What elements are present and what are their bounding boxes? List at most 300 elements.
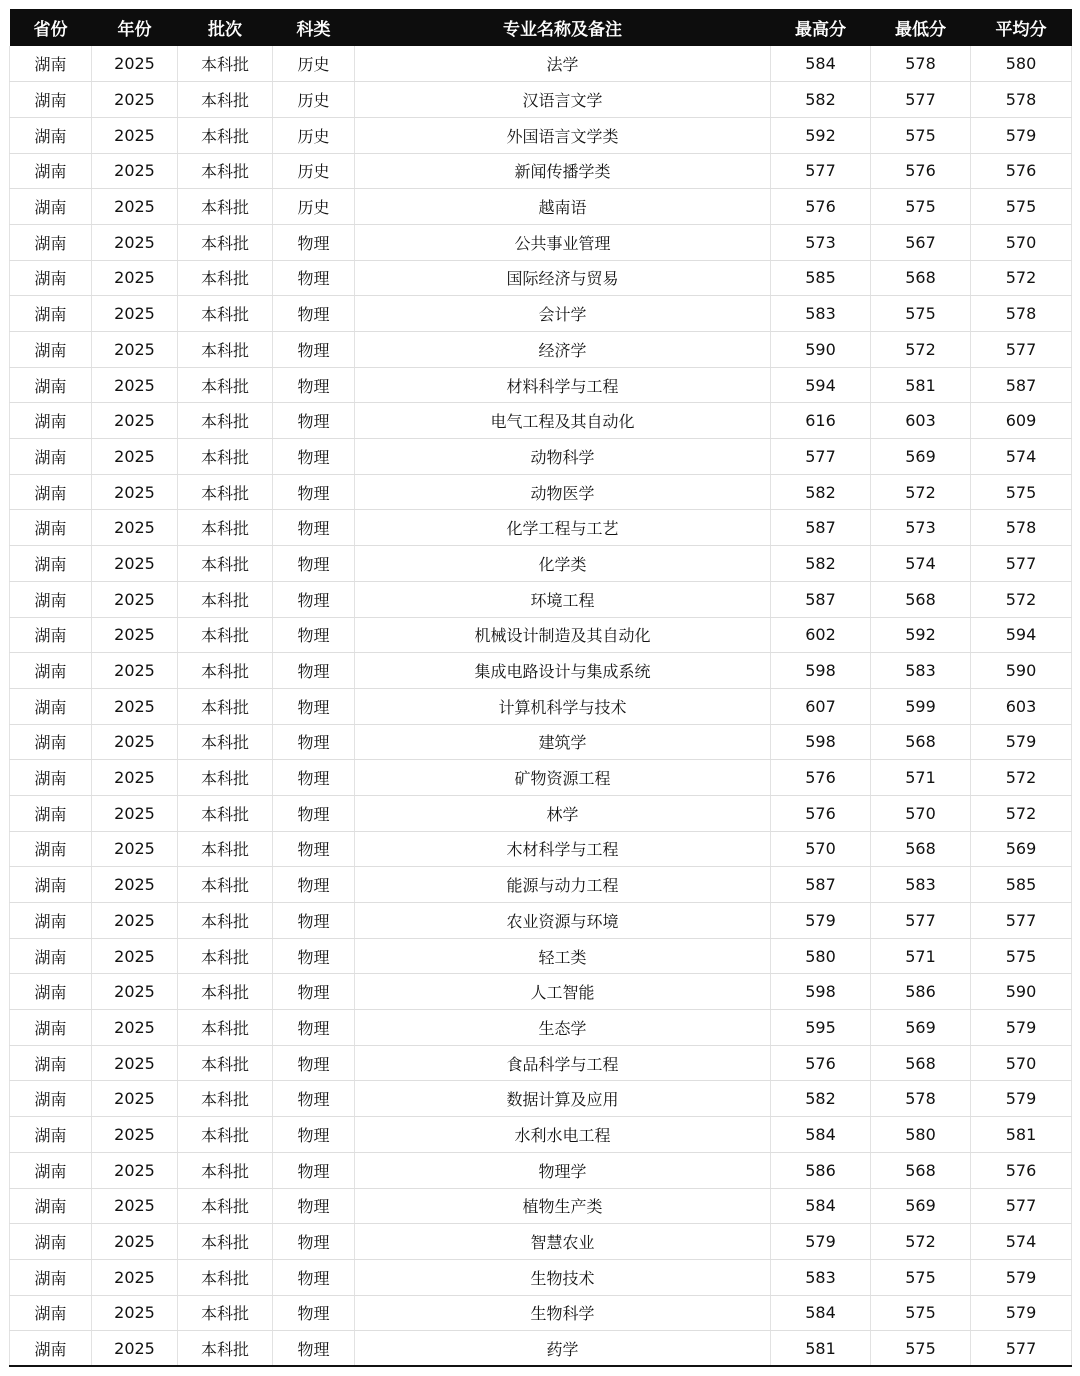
cell-batch: 本科批	[178, 974, 273, 1010]
table-row	[10, 831, 1072, 867]
cell-province: 湖南	[10, 1224, 92, 1260]
cell-avg-score: 577	[971, 903, 1072, 939]
cell-max-score: 576	[771, 189, 871, 225]
cell-batch: 本科批	[178, 1045, 273, 1081]
cell-province: 湖南	[10, 82, 92, 118]
cell-avg-score: 579	[971, 117, 1072, 153]
cell-max-score: 581	[771, 1331, 871, 1367]
cell-min-score: 578	[871, 46, 971, 82]
cell-avg-score: 581	[971, 1117, 1072, 1153]
cell-year: 2025	[92, 795, 178, 831]
cell-min-score: 580	[871, 1117, 971, 1153]
cell-major-name: 集成电路设计与集成系统	[355, 653, 771, 689]
cell-avg-score: 572	[971, 581, 1072, 617]
cell-max-score: 579	[771, 903, 871, 939]
cell-min-score: 568	[871, 831, 971, 867]
cell-batch: 本科批	[178, 546, 273, 582]
table-row	[10, 1045, 1072, 1081]
cell-province: 湖南	[10, 617, 92, 653]
cell-avg-score: 590	[971, 653, 1072, 689]
cell-min-score: 575	[871, 189, 971, 225]
cell-subject-category: 物理	[273, 831, 355, 867]
cell-avg-score: 575	[971, 938, 1072, 974]
cell-major-name: 生物技术	[355, 1259, 771, 1295]
table-row	[10, 795, 1072, 831]
cell-avg-score: 577	[971, 546, 1072, 582]
table-row	[10, 1224, 1072, 1260]
table-row	[10, 724, 1072, 760]
cell-year: 2025	[92, 189, 178, 225]
cell-avg-score: 577	[971, 1188, 1072, 1224]
cell-province: 湖南	[10, 474, 92, 510]
cell-province: 湖南	[10, 1188, 92, 1224]
table-row	[10, 653, 1072, 689]
cell-min-score: 568	[871, 724, 971, 760]
cell-major-name: 机械设计制造及其自动化	[355, 617, 771, 653]
cell-subject-category: 物理	[273, 760, 355, 796]
cell-subject-category: 物理	[273, 581, 355, 617]
cell-min-score: 573	[871, 510, 971, 546]
table-row	[10, 938, 1072, 974]
table-row	[10, 117, 1072, 153]
cell-major-name: 水利水电工程	[355, 1117, 771, 1153]
cell-min-score: 569	[871, 1010, 971, 1046]
cell-max-score: 586	[771, 1152, 871, 1188]
cell-year: 2025	[92, 296, 178, 332]
cell-max-score: 587	[771, 867, 871, 903]
table-row	[10, 403, 1072, 439]
cell-min-score: 577	[871, 82, 971, 118]
cell-min-score: 574	[871, 546, 971, 582]
score-table-container	[9, 9, 1071, 1367]
cell-subject-category: 历史	[273, 46, 355, 82]
table-row	[10, 224, 1072, 260]
cell-year: 2025	[92, 903, 178, 939]
cell-subject-category: 物理	[273, 1331, 355, 1367]
cell-subject-category: 物理	[273, 260, 355, 296]
cell-major-name: 动物医学	[355, 474, 771, 510]
cell-major-name: 矿物资源工程	[355, 760, 771, 796]
cell-year: 2025	[92, 1259, 178, 1295]
column-header-min-score: 最低分	[895, 20, 946, 40]
cell-major-name: 国际经济与贸易	[355, 260, 771, 296]
cell-year: 2025	[92, 760, 178, 796]
cell-batch: 本科批	[178, 224, 273, 260]
table-row	[10, 1117, 1072, 1153]
cell-min-score: 577	[871, 903, 971, 939]
cell-max-score: 576	[771, 1045, 871, 1081]
cell-subject-category: 物理	[273, 1259, 355, 1295]
table-row	[10, 510, 1072, 546]
cell-year: 2025	[92, 260, 178, 296]
cell-province: 湖南	[10, 1081, 92, 1117]
cell-avg-score: 594	[971, 617, 1072, 653]
cell-batch: 本科批	[178, 1259, 273, 1295]
cell-batch: 本科批	[178, 153, 273, 189]
cell-province: 湖南	[10, 1010, 92, 1046]
cell-batch: 本科批	[178, 1188, 273, 1224]
cell-batch: 本科批	[178, 760, 273, 796]
cell-min-score: 603	[871, 403, 971, 439]
cell-year: 2025	[92, 439, 178, 475]
cell-year: 2025	[92, 546, 178, 582]
cell-max-score: 570	[771, 831, 871, 867]
cell-max-score: 595	[771, 1010, 871, 1046]
cell-min-score: 575	[871, 117, 971, 153]
cell-year: 2025	[92, 367, 178, 403]
cell-subject-category: 物理	[273, 546, 355, 582]
table-row	[10, 367, 1072, 403]
column-header-subject-category: 科类	[296, 20, 331, 40]
cell-province: 湖南	[10, 1045, 92, 1081]
cell-max-score: 584	[771, 1295, 871, 1331]
cell-subject-category: 物理	[273, 439, 355, 475]
cell-min-score: 567	[871, 224, 971, 260]
score-table	[9, 9, 1072, 1367]
cell-batch: 本科批	[178, 688, 273, 724]
table-body	[10, 46, 1072, 1366]
cell-major-name: 农业资源与环境	[355, 903, 771, 939]
cell-avg-score: 579	[971, 1295, 1072, 1331]
table-row	[10, 189, 1072, 225]
cell-year: 2025	[92, 224, 178, 260]
table-header	[10, 9, 1072, 46]
column-header-major-name: 专业名称及备注	[503, 20, 622, 40]
cell-year: 2025	[92, 938, 178, 974]
cell-subject-category: 物理	[273, 510, 355, 546]
table-row	[10, 474, 1072, 510]
cell-max-score: 602	[771, 617, 871, 653]
cell-province: 湖南	[10, 1295, 92, 1331]
cell-batch: 本科批	[178, 831, 273, 867]
cell-batch: 本科批	[178, 1295, 273, 1331]
cell-avg-score: 590	[971, 974, 1072, 1010]
cell-min-score: 576	[871, 153, 971, 189]
cell-subject-category: 物理	[273, 332, 355, 368]
cell-province: 湖南	[10, 938, 92, 974]
cell-min-score: 599	[871, 688, 971, 724]
cell-avg-score: 578	[971, 296, 1072, 332]
cell-batch: 本科批	[178, 474, 273, 510]
cell-major-name: 化学类	[355, 546, 771, 582]
cell-avg-score: 575	[971, 474, 1072, 510]
table-row	[10, 1259, 1072, 1295]
cell-max-score: 582	[771, 82, 871, 118]
cell-avg-score: 576	[971, 153, 1072, 189]
cell-major-name: 会计学	[355, 296, 771, 332]
cell-max-score: 594	[771, 367, 871, 403]
cell-batch: 本科批	[178, 867, 273, 903]
cell-avg-score: 569	[971, 831, 1072, 867]
cell-major-name: 生态学	[355, 1010, 771, 1046]
cell-year: 2025	[92, 1188, 178, 1224]
cell-subject-category: 物理	[273, 367, 355, 403]
cell-avg-score: 577	[971, 1331, 1072, 1367]
cell-min-score: 568	[871, 1152, 971, 1188]
table-row	[10, 260, 1072, 296]
cell-batch: 本科批	[178, 296, 273, 332]
cell-major-name: 智慧农业	[355, 1224, 771, 1260]
cell-max-score: 576	[771, 760, 871, 796]
cell-min-score: 583	[871, 867, 971, 903]
cell-min-score: 572	[871, 474, 971, 510]
cell-subject-category: 物理	[273, 867, 355, 903]
cell-province: 湖南	[10, 831, 92, 867]
cell-min-score: 592	[871, 617, 971, 653]
cell-max-score: 573	[771, 224, 871, 260]
cell-major-name: 越南语	[355, 189, 771, 225]
cell-batch: 本科批	[178, 938, 273, 974]
cell-max-score: 590	[771, 332, 871, 368]
cell-province: 湖南	[10, 189, 92, 225]
cell-province: 湖南	[10, 795, 92, 831]
cell-min-score: 581	[871, 367, 971, 403]
table-row	[10, 296, 1072, 332]
cell-avg-score: 585	[971, 867, 1072, 903]
cell-avg-score: 574	[971, 439, 1072, 475]
table-row	[10, 332, 1072, 368]
cell-max-score: 598	[771, 724, 871, 760]
cell-min-score: 568	[871, 1045, 971, 1081]
cell-avg-score: 570	[971, 1045, 1072, 1081]
cell-year: 2025	[92, 46, 178, 82]
cell-batch: 本科批	[178, 439, 273, 475]
cell-province: 湖南	[10, 581, 92, 617]
table-row	[10, 867, 1072, 903]
table-row	[10, 974, 1072, 1010]
cell-province: 湖南	[10, 653, 92, 689]
cell-avg-score: 572	[971, 260, 1072, 296]
cell-year: 2025	[92, 82, 178, 118]
cell-max-score: 592	[771, 117, 871, 153]
cell-year: 2025	[92, 403, 178, 439]
cell-major-name: 药学	[355, 1331, 771, 1367]
column-header-avg-score: 平均分	[995, 20, 1047, 40]
cell-major-name: 生物科学	[355, 1295, 771, 1331]
cell-year: 2025	[92, 688, 178, 724]
cell-subject-category: 物理	[273, 1152, 355, 1188]
cell-min-score: 571	[871, 760, 971, 796]
table-row	[10, 903, 1072, 939]
cell-year: 2025	[92, 617, 178, 653]
cell-year: 2025	[92, 1295, 178, 1331]
cell-avg-score: 579	[971, 1259, 1072, 1295]
table-row	[10, 46, 1072, 82]
cell-year: 2025	[92, 1152, 178, 1188]
column-header-max-score: 最高分	[795, 20, 846, 40]
cell-min-score: 583	[871, 653, 971, 689]
cell-subject-category: 物理	[273, 688, 355, 724]
cell-avg-score: 579	[971, 724, 1072, 760]
cell-year: 2025	[92, 332, 178, 368]
cell-max-score: 607	[771, 688, 871, 724]
table-row	[10, 1081, 1072, 1117]
cell-avg-score: 579	[971, 1010, 1072, 1046]
cell-major-name: 汉语言文学	[355, 82, 771, 118]
cell-min-score: 575	[871, 1295, 971, 1331]
cell-subject-category: 物理	[273, 1081, 355, 1117]
cell-major-name: 物理学	[355, 1152, 771, 1188]
cell-year: 2025	[92, 653, 178, 689]
cell-batch: 本科批	[178, 1152, 273, 1188]
cell-batch: 本科批	[178, 903, 273, 939]
cell-province: 湖南	[10, 1331, 92, 1367]
cell-province: 湖南	[10, 296, 92, 332]
cell-max-score: 583	[771, 1259, 871, 1295]
cell-avg-score: 579	[971, 1081, 1072, 1117]
cell-major-name: 环境工程	[355, 581, 771, 617]
cell-major-name: 外国语言文学类	[355, 117, 771, 153]
cell-subject-category: 物理	[273, 1295, 355, 1331]
cell-subject-category: 历史	[273, 117, 355, 153]
cell-avg-score: 587	[971, 367, 1072, 403]
cell-max-score: 587	[771, 510, 871, 546]
cell-province: 湖南	[10, 546, 92, 582]
cell-province: 湖南	[10, 903, 92, 939]
cell-province: 湖南	[10, 367, 92, 403]
cell-year: 2025	[92, 1081, 178, 1117]
cell-subject-category: 物理	[273, 1188, 355, 1224]
cell-batch: 本科批	[178, 1010, 273, 1046]
cell-province: 湖南	[10, 260, 92, 296]
cell-year: 2025	[92, 724, 178, 760]
table-row	[10, 581, 1072, 617]
cell-batch: 本科批	[178, 46, 273, 82]
cell-province: 湖南	[10, 403, 92, 439]
cell-major-name: 化学工程与工艺	[355, 510, 771, 546]
cell-year: 2025	[92, 474, 178, 510]
table-row	[10, 439, 1072, 475]
cell-province: 湖南	[10, 724, 92, 760]
cell-major-name: 材料科学与工程	[355, 367, 771, 403]
cell-subject-category: 物理	[273, 1117, 355, 1153]
cell-batch: 本科批	[178, 617, 273, 653]
cell-subject-category: 物理	[273, 224, 355, 260]
cell-subject-category: 物理	[273, 938, 355, 974]
cell-min-score: 569	[871, 1188, 971, 1224]
cell-avg-score: 570	[971, 224, 1072, 260]
cell-avg-score: 576	[971, 1152, 1072, 1188]
cell-subject-category: 物理	[273, 795, 355, 831]
cell-avg-score: 603	[971, 688, 1072, 724]
cell-min-score: 572	[871, 332, 971, 368]
table-row	[10, 1188, 1072, 1224]
cell-max-score: 584	[771, 1117, 871, 1153]
cell-subject-category: 物理	[273, 403, 355, 439]
cell-province: 湖南	[10, 1152, 92, 1188]
cell-max-score: 577	[771, 153, 871, 189]
cell-max-score: 582	[771, 1081, 871, 1117]
cell-subject-category: 物理	[273, 296, 355, 332]
cell-major-name: 经济学	[355, 332, 771, 368]
cell-batch: 本科批	[178, 82, 273, 118]
column-header-batch: 批次	[208, 20, 242, 40]
cell-min-score: 586	[871, 974, 971, 1010]
cell-subject-category: 物理	[273, 1224, 355, 1260]
cell-batch: 本科批	[178, 581, 273, 617]
table-row	[10, 82, 1072, 118]
cell-min-score: 578	[871, 1081, 971, 1117]
cell-major-name: 植物生产类	[355, 1188, 771, 1224]
cell-major-name: 计算机科学与技术	[355, 688, 771, 724]
cell-major-name: 林学	[355, 795, 771, 831]
cell-min-score: 570	[871, 795, 971, 831]
cell-batch: 本科批	[178, 332, 273, 368]
cell-year: 2025	[92, 153, 178, 189]
cell-year: 2025	[92, 1117, 178, 1153]
cell-subject-category: 物理	[273, 724, 355, 760]
cell-province: 湖南	[10, 760, 92, 796]
cell-avg-score: 609	[971, 403, 1072, 439]
cell-min-score: 575	[871, 1331, 971, 1367]
cell-province: 湖南	[10, 510, 92, 546]
cell-batch: 本科批	[178, 795, 273, 831]
cell-province: 湖南	[10, 867, 92, 903]
column-header-province: 省份	[33, 20, 68, 40]
cell-avg-score: 578	[971, 82, 1072, 118]
cell-batch: 本科批	[178, 189, 273, 225]
cell-subject-category: 物理	[273, 1045, 355, 1081]
cell-min-score: 575	[871, 296, 971, 332]
cell-max-score: 580	[771, 938, 871, 974]
cell-subject-category: 物理	[273, 1010, 355, 1046]
cell-batch: 本科批	[178, 1224, 273, 1260]
cell-province: 湖南	[10, 117, 92, 153]
table-row	[10, 617, 1072, 653]
cell-batch: 本科批	[178, 510, 273, 546]
table-row	[10, 153, 1072, 189]
cell-province: 湖南	[10, 439, 92, 475]
cell-batch: 本科批	[178, 1331, 273, 1367]
cell-max-score: 584	[771, 46, 871, 82]
cell-max-score: 579	[771, 1224, 871, 1260]
cell-major-name: 公共事业管理	[355, 224, 771, 260]
cell-min-score: 571	[871, 938, 971, 974]
cell-year: 2025	[92, 1331, 178, 1367]
cell-max-score: 582	[771, 474, 871, 510]
cell-province: 湖南	[10, 224, 92, 260]
table-row	[10, 688, 1072, 724]
cell-subject-category: 历史	[273, 82, 355, 118]
cell-year: 2025	[92, 510, 178, 546]
cell-min-score: 572	[871, 1224, 971, 1260]
column-header-year: 年份	[117, 20, 152, 40]
cell-major-name: 轻工类	[355, 938, 771, 974]
cell-max-score: 583	[771, 296, 871, 332]
cell-max-score: 585	[771, 260, 871, 296]
table-row	[10, 1295, 1072, 1331]
cell-province: 湖南	[10, 1259, 92, 1295]
table-row	[10, 1331, 1072, 1367]
table-row	[10, 1010, 1072, 1046]
cell-batch: 本科批	[178, 117, 273, 153]
table-row	[10, 546, 1072, 582]
table-row	[10, 1152, 1072, 1188]
cell-max-score: 577	[771, 439, 871, 475]
cell-batch: 本科批	[178, 1081, 273, 1117]
cell-batch: 本科批	[178, 653, 273, 689]
cell-max-score: 598	[771, 974, 871, 1010]
cell-year: 2025	[92, 1010, 178, 1046]
cell-subject-category: 历史	[273, 189, 355, 225]
cell-avg-score: 580	[971, 46, 1072, 82]
cell-province: 湖南	[10, 974, 92, 1010]
cell-avg-score: 572	[971, 760, 1072, 796]
cell-subject-category: 物理	[273, 653, 355, 689]
cell-year: 2025	[92, 974, 178, 1010]
cell-max-score: 582	[771, 546, 871, 582]
cell-avg-score: 577	[971, 332, 1072, 368]
